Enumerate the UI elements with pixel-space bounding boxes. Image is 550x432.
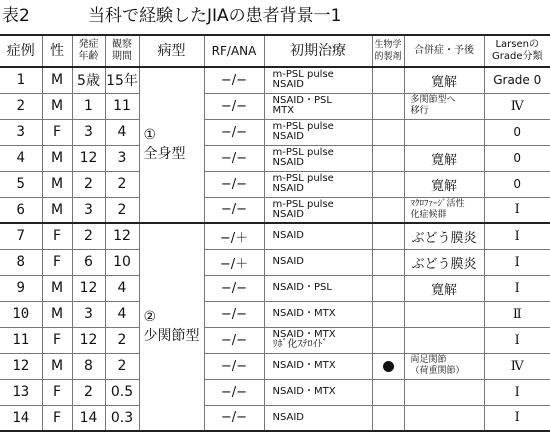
- col-header-initial-tx: 初期治療: [264, 35, 372, 67]
- col-header-onset-age-line2: 年齢: [73, 51, 105, 63]
- cell-initial-tx: [264, 119, 372, 145]
- table-row: [0, 405, 550, 431]
- cell-initial-tx-line1: m-PSL pulse: [273, 200, 372, 210]
- cell-prognosis-line2: 移行: [411, 106, 484, 117]
- cell-prognosis: ぶどう膜炎: [404, 249, 484, 275]
- table-title: [0, 3, 550, 29]
- type-group-oligoarticular-marker: ②: [144, 308, 204, 327]
- col-header-complications: 合併症・予後: [404, 35, 484, 67]
- cell-observation: 4: [105, 301, 139, 327]
- col-header-observation-line2: 期間: [106, 51, 139, 63]
- cell-observation: 10: [105, 249, 139, 275]
- cell-observation: 12: [105, 223, 139, 249]
- cell-biologics: [372, 301, 404, 327]
- table-row: [0, 93, 550, 119]
- cell-observation: 4: [105, 275, 139, 301]
- cell-biologics: [372, 353, 404, 379]
- cell-larsen-grade: Ⅳ: [484, 353, 550, 379]
- col-header-rf-ana: RF/ANA: [204, 35, 264, 67]
- table-number: 表2: [2, 3, 30, 29]
- cell-rf-ana: −/−: [204, 145, 264, 171]
- table-row: [0, 275, 550, 301]
- cell-onset: 3: [72, 197, 105, 223]
- cell-sex: F: [42, 327, 72, 353]
- cell-prognosis: [404, 197, 484, 223]
- cell-observation: 2: [105, 197, 139, 223]
- cell-larsen-grade: 0: [484, 119, 550, 145]
- header-row: [0, 35, 550, 67]
- cell-rf-ana: −/−: [204, 405, 264, 431]
- table-row: [0, 197, 550, 223]
- cell-prognosis: 寛解: [404, 67, 484, 93]
- table-row: [0, 353, 550, 379]
- cell-prognosis: 寛解: [404, 171, 484, 197]
- type-group-systemic-marker: ①: [144, 126, 204, 145]
- cell-sex: M: [42, 93, 72, 119]
- cell-sex: M: [42, 301, 72, 327]
- cell-prognosis: 寛解: [404, 275, 484, 301]
- cell-biologics: [372, 249, 404, 275]
- cell-biologics: [372, 171, 404, 197]
- cell-larsen-grade: Ⅰ: [484, 327, 550, 353]
- cell-initial-tx: [264, 67, 372, 93]
- cell-initial-tx-line1: m-PSL pulse: [273, 70, 372, 80]
- cell-case: 2: [0, 93, 42, 119]
- table-row: [0, 67, 550, 93]
- cell-biologics: [372, 197, 404, 223]
- cell-larsen-grade: Ⅰ: [484, 379, 550, 405]
- cell-observation: 3: [105, 145, 139, 171]
- cell-rf-ana: −/−: [204, 119, 264, 145]
- cell-prognosis: 寛解: [404, 145, 484, 171]
- cell-case: 12: [0, 353, 42, 379]
- cell-prognosis-line1: ﾏｸﾛﾌｧｰｼﾞ活性: [411, 199, 484, 210]
- cell-initial-tx-line2: NSAID: [273, 132, 372, 142]
- cell-rf-ana: −/−: [204, 197, 264, 223]
- cell-sex: F: [42, 249, 72, 275]
- cell-sex: M: [42, 197, 72, 223]
- biologics-used-marker: [383, 361, 394, 372]
- type-group-oligoarticular: [139, 223, 204, 431]
- cell-prognosis: [404, 379, 484, 405]
- cell-rf-ana: −/−: [204, 67, 264, 93]
- cell-rf-ana: −/−: [204, 379, 264, 405]
- col-header-observation: [105, 35, 139, 67]
- cell-onset: 3: [72, 119, 105, 145]
- cell-rf-ana: −/−: [204, 275, 264, 301]
- cell-initial-tx-line1: NSAID・PSL: [273, 96, 372, 106]
- cell-initial-tx-line2: NSAID: [273, 210, 372, 220]
- cell-sex: M: [42, 353, 72, 379]
- cell-onset: 6: [72, 249, 105, 275]
- table-row: [0, 249, 550, 275]
- cell-prognosis: [404, 405, 484, 431]
- cell-larsen-grade: Ⅰ: [484, 405, 550, 431]
- cell-onset: 2: [72, 171, 105, 197]
- cell-initial-tx: [264, 93, 372, 119]
- cell-observation: 2: [105, 327, 139, 353]
- cell-larsen-grade: Ⅰ: [484, 197, 550, 223]
- table-row: [0, 379, 550, 405]
- cell-larsen-grade: Ⅰ: [484, 223, 550, 249]
- cell-observation: 11: [105, 93, 139, 119]
- type-group-systemic: [139, 67, 204, 223]
- cell-rf-ana: −/−: [204, 353, 264, 379]
- cell-larsen-grade: Ⅰ: [484, 249, 550, 275]
- cell-case: 8: [0, 249, 42, 275]
- cell-onset: 12: [72, 275, 105, 301]
- cell-initial-tx: [264, 171, 372, 197]
- cell-prognosis-line1: 多関節型へ: [411, 95, 484, 106]
- cell-case: 13: [0, 379, 42, 405]
- cell-initial-tx: NSAID・MTX: [264, 379, 372, 405]
- cell-initial-tx: [264, 197, 372, 223]
- cell-onset: 12: [72, 145, 105, 171]
- cell-case: 7: [0, 223, 42, 249]
- col-header-larsen-line1: Larsenの: [485, 39, 550, 51]
- cell-sex: M: [42, 275, 72, 301]
- cell-prognosis: [404, 93, 484, 119]
- cell-observation: 2: [105, 353, 139, 379]
- cell-larsen-grade: 0: [484, 145, 550, 171]
- cell-observation: 4: [105, 119, 139, 145]
- cell-initial-tx: [264, 145, 372, 171]
- cell-larsen-grade: Ⅱ: [484, 301, 550, 327]
- cell-rf-ana: −/−: [204, 171, 264, 197]
- cell-initial-tx-line1: m-PSL pulse: [273, 148, 372, 158]
- cell-biologics: [372, 67, 404, 93]
- cell-sex: M: [42, 67, 72, 93]
- col-header-onset-age-line1: 発症: [73, 39, 105, 51]
- table-row: [0, 223, 550, 249]
- cell-prognosis: [404, 301, 484, 327]
- cell-rf-ana: −/−: [204, 301, 264, 327]
- cell-initial-tx: NSAID・MTX: [264, 353, 372, 379]
- cell-biologics: [372, 275, 404, 301]
- cell-rf-ana: −/−: [204, 327, 264, 353]
- cell-rf-ana: −/＋: [204, 223, 264, 249]
- cell-prognosis: [404, 327, 484, 353]
- cell-observation: 2: [105, 171, 139, 197]
- col-header-observation-line1: 観察: [106, 39, 139, 51]
- cell-case: 9: [0, 275, 42, 301]
- cell-larsen-grade: Grade 0: [484, 67, 550, 93]
- cell-biologics: [372, 145, 404, 171]
- cell-initial-tx-line1: NSAID・MTX: [273, 330, 372, 340]
- cell-initial-tx: NSAID: [264, 405, 372, 431]
- cell-rf-ana: −/−: [204, 93, 264, 119]
- cell-initial-tx-line1: m-PSL pulse: [273, 174, 372, 184]
- cell-prognosis-line2: （荷重関節）: [411, 366, 484, 377]
- patient-background-table: [0, 34, 550, 432]
- cell-case: 3: [0, 119, 42, 145]
- cell-case: 4: [0, 145, 42, 171]
- col-header-biologics-line2: 的製剤: [373, 51, 404, 63]
- cell-initial-tx: NSAID: [264, 223, 372, 249]
- cell-initial-tx: NSAID: [264, 249, 372, 275]
- cell-observation: 15年: [105, 67, 139, 93]
- cell-case: 6: [0, 197, 42, 223]
- cell-larsen-grade: Ⅳ: [484, 93, 550, 119]
- cell-observation: 0.3: [105, 405, 139, 431]
- table-caption: 当科で経験したJIAの患者背景一1: [88, 3, 341, 29]
- cell-onset: 3: [72, 301, 105, 327]
- cell-larsen-grade: Ⅰ: [484, 275, 550, 301]
- cell-biologics: [372, 379, 404, 405]
- col-header-larsen: [484, 35, 550, 67]
- col-header-sex: 性: [42, 35, 72, 67]
- table-row: [0, 171, 550, 197]
- table-row: [0, 145, 550, 171]
- cell-observation: 0.5: [105, 379, 139, 405]
- cell-larsen-grade: 0: [484, 171, 550, 197]
- col-header-onset-age: [72, 35, 105, 67]
- cell-prognosis: [404, 353, 484, 379]
- cell-prognosis-line1: 両足関節: [411, 355, 484, 366]
- col-header-larsen-line2: Grade分類: [485, 51, 550, 63]
- table-row: [0, 327, 550, 353]
- cell-biologics: [372, 223, 404, 249]
- cell-case: 1: [0, 67, 42, 93]
- cell-initial-tx-line2: NSAID: [273, 80, 372, 90]
- cell-biologics: [372, 93, 404, 119]
- cell-biologics: [372, 327, 404, 353]
- cell-case: 14: [0, 405, 42, 431]
- cell-case: 5: [0, 171, 42, 197]
- cell-onset: 1: [72, 93, 105, 119]
- col-header-case: 症例: [0, 35, 42, 67]
- type-group-oligoarticular-label: 少関節型: [144, 327, 204, 346]
- cell-initial-tx-line2: NSAID: [273, 184, 372, 194]
- cell-initial-tx-line2: NSAID: [273, 158, 372, 168]
- cell-sex: F: [42, 405, 72, 431]
- cell-case: 11: [0, 327, 42, 353]
- cell-onset: 8: [72, 353, 105, 379]
- cell-case: 10: [0, 301, 42, 327]
- cell-biologics: [372, 119, 404, 145]
- cell-sex: F: [42, 379, 72, 405]
- table-row: [0, 119, 550, 145]
- cell-sex: M: [42, 171, 72, 197]
- cell-prognosis: [404, 119, 484, 145]
- cell-onset: 2: [72, 223, 105, 249]
- cell-initial-tx-line2: MTX: [273, 106, 372, 116]
- col-header-biologics: [372, 35, 404, 67]
- cell-sex: F: [42, 119, 72, 145]
- col-header-type: 病型: [139, 35, 204, 67]
- cell-sex: F: [42, 223, 72, 249]
- cell-onset: 12: [72, 327, 105, 353]
- cell-onset: 2: [72, 379, 105, 405]
- cell-biologics: [372, 405, 404, 431]
- cell-initial-tx: [264, 327, 372, 353]
- cell-onset: 5歳: [72, 67, 105, 93]
- cell-initial-tx-line1: m-PSL pulse: [273, 122, 372, 132]
- cell-initial-tx-line2: ﾘﾎﾞ化ｽﾃﾛｲﾄﾞ: [273, 340, 372, 350]
- cell-onset: 14: [72, 405, 105, 431]
- col-header-biologics-line1: 生物学: [373, 39, 404, 51]
- cell-sex: M: [42, 145, 72, 171]
- cell-initial-tx: NSAID・PSL: [264, 275, 372, 301]
- type-group-systemic-label: 全身型: [144, 145, 204, 164]
- cell-rf-ana: −/＋: [204, 249, 264, 275]
- cell-prognosis-line2: 化症候群: [411, 210, 484, 221]
- cell-initial-tx: NSAID・MTX: [264, 301, 372, 327]
- cell-prognosis: ぶどう膜炎: [404, 223, 484, 249]
- table-row: [0, 301, 550, 327]
